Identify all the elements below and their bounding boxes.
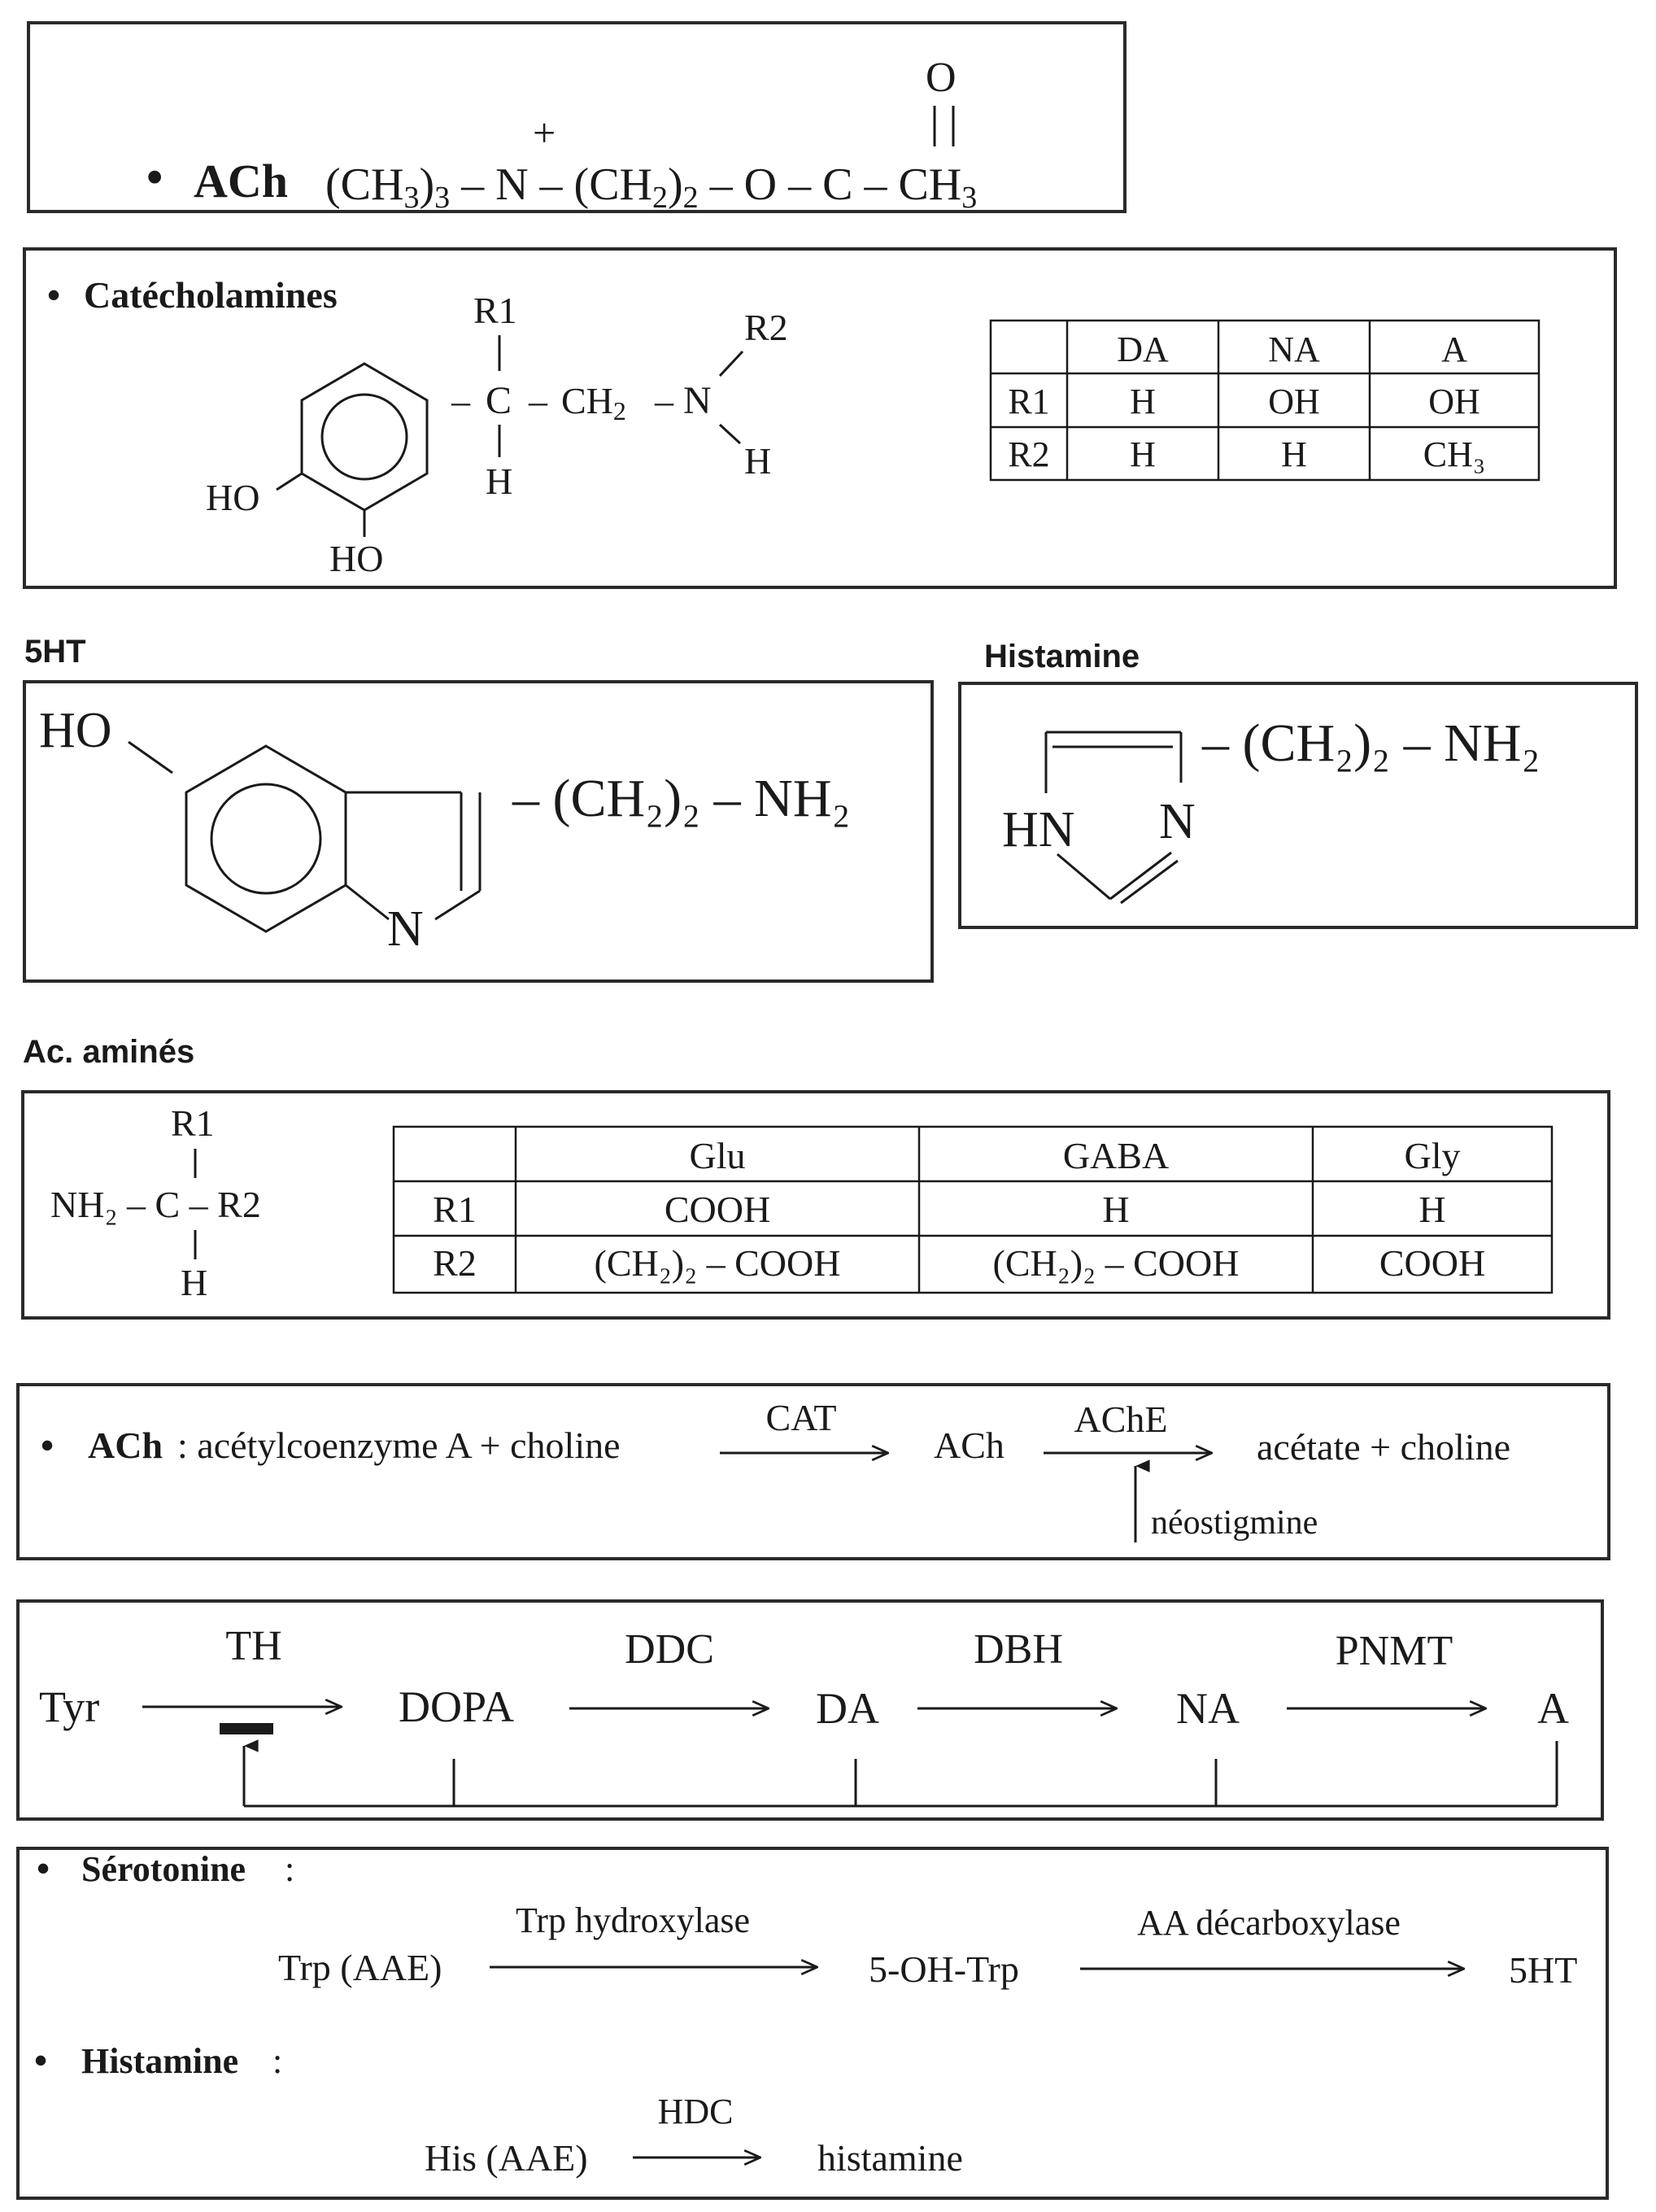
histamine-colon: : xyxy=(272,2041,283,2081)
amino-acids-label: Ac. aminés xyxy=(23,1034,195,1070)
catechol-ring xyxy=(277,364,427,537)
histamine-title: Histamine xyxy=(81,2041,239,2081)
catechol-ho-bottom: HO xyxy=(329,538,384,579)
pathway-enzyme-dbh: DBH xyxy=(974,1626,1063,1673)
aa-r1: R1 xyxy=(171,1102,215,1144)
ach-synthesis-product: ACh xyxy=(934,1424,1004,1466)
cat-table-cell: CH₃ xyxy=(1423,434,1486,474)
serotonin-chain: – (CH₂)₂ – NH₂ xyxy=(512,769,851,828)
imidazole-lower-double-bond xyxy=(1121,861,1178,903)
aa-table-cell: COOH xyxy=(1379,1242,1486,1284)
ach-charge: + xyxy=(533,110,556,155)
cat-dash2: – xyxy=(529,380,547,421)
serotonin-frame xyxy=(24,682,932,981)
serotonin-structure-box xyxy=(24,682,932,981)
aa-table-border xyxy=(394,1127,1552,1293)
histamine-structure-box xyxy=(960,683,1636,927)
cat-table-header-a: A xyxy=(1441,329,1467,369)
cat-table-header-da: DA xyxy=(1117,329,1169,369)
cat-dash3: – xyxy=(655,380,673,421)
feedback-loop xyxy=(244,1741,1557,1806)
serotonin-enzyme-trp-hydroxylase: Trp hydroxylase xyxy=(515,1900,751,1940)
histamine-chain: – (CH₂)₂ – NH₂ xyxy=(1202,713,1541,773)
ach-enzyme-cat: CAT xyxy=(765,1397,837,1438)
indole-c2-n-bond xyxy=(435,891,480,919)
serotonin-title: Sérotonine xyxy=(81,1849,246,1889)
serotonin-ho: HO xyxy=(39,703,112,758)
pathway-enzyme-ddc: DDC xyxy=(625,1626,714,1673)
aa-table-header-gaba: GABA xyxy=(1062,1135,1170,1176)
pathway-step-dopa: DOPA xyxy=(399,1682,515,1731)
cat-dash1: – xyxy=(451,380,470,421)
amino-acids-table xyxy=(394,1127,1552,1293)
ach-synthesis-bullet: • xyxy=(41,1424,54,1466)
cat-table-cell: R2 xyxy=(1008,434,1050,474)
cat-h-nitrogen: H xyxy=(744,440,772,482)
serotonin-start: Trp (AAE) xyxy=(278,1947,442,1988)
ach-formula-text: (CH3)3 – N – (CH2)2 – O – C – CH3 xyxy=(325,159,978,215)
histamine-structure-label: Histamine xyxy=(984,639,1140,674)
cat-table-cell: H xyxy=(1130,382,1156,421)
ach-inhibitor: néostigmine xyxy=(1151,1504,1318,1542)
serotonin-enzyme-aa-decarboxylase: AA décarboxylase xyxy=(1137,1903,1401,1943)
catecholamine-table xyxy=(991,321,1539,480)
cat-h-carbon: H xyxy=(486,460,513,502)
indole-benzene-ring xyxy=(186,746,346,931)
pathway-step-da: DA xyxy=(816,1684,879,1733)
serotonin-bullet: • xyxy=(37,1848,50,1889)
serotonin-intermediate: 5-OH-Trp xyxy=(869,1948,1019,1990)
r2-bond xyxy=(720,351,743,376)
aa-table-cell: H xyxy=(1418,1189,1446,1230)
serotonin-colon: : xyxy=(285,1849,295,1889)
serotonin-end: 5HT xyxy=(1509,1949,1578,1991)
ach-synthesis-name: ACh xyxy=(88,1424,163,1466)
indoleamine-pathway-frame xyxy=(18,1848,1607,2198)
histamine-end: histamine xyxy=(817,2137,963,2179)
aa-table-cell: (CH₂)₂ – COOH xyxy=(594,1242,841,1284)
cat-carbon: C xyxy=(486,379,512,422)
ach-carbonyl-oxygen: O xyxy=(926,55,957,101)
ach-end-products: acétate + choline xyxy=(1257,1426,1510,1468)
indoleamine-pathway-box xyxy=(18,1848,1607,2198)
cat-table-cell: R1 xyxy=(1008,382,1050,421)
ach-synthesis-reactants: : acétylcoenzyme A + choline xyxy=(177,1424,621,1466)
aa-table-cell: COOH xyxy=(664,1189,771,1230)
ach-synthesis-box xyxy=(18,1385,1609,1559)
histamine-bullet: • xyxy=(34,2040,48,2081)
catechol-hexagon xyxy=(302,364,427,510)
pathway-step-tyr: Tyr xyxy=(39,1682,100,1731)
ach-bullet: • xyxy=(146,151,163,203)
indole-nitrogen: N xyxy=(387,901,424,957)
imidazole-n: N xyxy=(1159,794,1196,849)
ach-formula-box xyxy=(28,23,1125,215)
aa-table-cell: (CH₂)₂ – COOH xyxy=(992,1242,1240,1284)
serotonin-structure-label: 5HT xyxy=(24,634,86,670)
imidazole-hn: HN xyxy=(1002,802,1075,857)
serotonin-ho-bond xyxy=(129,742,172,773)
ach-formula-name: ACh xyxy=(194,155,289,207)
pathway-enzyme-pnmt: PNMT xyxy=(1335,1628,1453,1674)
pathway-step-na: NA xyxy=(1176,1684,1240,1733)
cat-table-cell: OH xyxy=(1428,382,1480,421)
catechol-aromatic-circle xyxy=(322,395,407,479)
catecholamines-box xyxy=(24,249,1615,587)
cat-ch2: CH2 xyxy=(561,380,626,425)
cat-table-cell: H xyxy=(1130,434,1156,474)
histamine-start: His (AAE) xyxy=(425,2137,588,2179)
aa-h: H xyxy=(181,1262,208,1303)
catecholamine-pathway-box xyxy=(18,1601,1602,1819)
catecholamines-bullet: • xyxy=(47,274,61,316)
aa-table-cell: R1 xyxy=(433,1189,477,1230)
cat-nitrogen: N xyxy=(683,379,712,422)
h-n-bond xyxy=(720,425,740,443)
cat-table-cell: OH xyxy=(1268,382,1320,421)
imidazole-lower-left-bond xyxy=(1057,854,1110,899)
cat-r1: R1 xyxy=(473,290,517,331)
pathway-step-a: A xyxy=(1537,1684,1569,1733)
catecholamines-title: Catécholamines xyxy=(84,274,338,316)
histamine-enzyme-hdc: HDC xyxy=(657,2092,734,2131)
cat-table-cell: H xyxy=(1281,434,1307,474)
th-inhibition-bar xyxy=(220,1723,273,1734)
aa-formula: NH₂ – C – R2 xyxy=(50,1184,261,1225)
ho1-bond xyxy=(277,473,302,490)
catechol-ho-left: HO xyxy=(206,477,260,518)
pathway-enzyme-th: TH xyxy=(225,1623,282,1669)
aa-table-header-gly: Gly xyxy=(1404,1135,1461,1176)
ach-enzyme-ache: AChE xyxy=(1074,1398,1168,1440)
cat-table-header-na: NA xyxy=(1268,329,1320,369)
aa-table-header-glu: Glu xyxy=(689,1135,746,1176)
indole-n-bond xyxy=(346,885,389,919)
indole-aromatic-circle xyxy=(211,784,320,893)
aa-table-cell: H xyxy=(1102,1189,1130,1230)
aa-table-cell: R2 xyxy=(433,1242,477,1284)
cat-r2: R2 xyxy=(744,307,788,348)
imidazole-lower-right-bond xyxy=(1110,853,1171,899)
amino-acids-box xyxy=(23,1092,1609,1318)
